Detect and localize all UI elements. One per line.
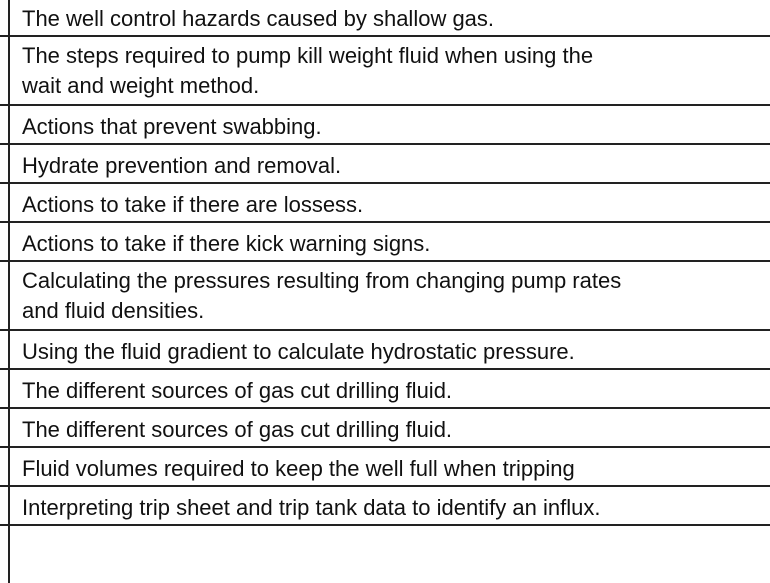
table-row xyxy=(0,0,770,37)
table-row xyxy=(0,409,770,448)
row-text: Calculating the pressures resulting from changing pump rates xyxy=(22,268,622,293)
row-text: The different sources of gas cut drilling fluid. xyxy=(22,417,453,442)
row-text: The well control hazards caused by shallow gas. xyxy=(22,6,495,31)
row-text: Actions that prevent swabbing. xyxy=(22,114,322,139)
row-text: Actions to take if there are lossess. xyxy=(22,192,364,217)
table-row xyxy=(0,448,770,487)
table-row xyxy=(0,184,770,223)
table-row xyxy=(0,223,770,262)
row-text: The different sources of gas cut drilling fluid. xyxy=(22,378,453,403)
table-row xyxy=(0,106,770,145)
row-text: Hydrate prevention and removal. xyxy=(22,153,342,178)
table-row xyxy=(0,37,770,106)
table-row xyxy=(0,331,770,370)
row-text: Fluid volumes required to keep the well full when tripping xyxy=(22,456,575,481)
table-row xyxy=(0,262,770,331)
row-text: Interpreting trip sheet and trip tank data to identify an influx. xyxy=(22,495,601,520)
row-text: The steps required to pump kill weight fluid when using the xyxy=(22,43,594,68)
row-text: wait and weight method. xyxy=(22,73,260,98)
table-row xyxy=(0,145,770,184)
row-text: Using the fluid gradient to calculate hydrostatic pressure. xyxy=(22,339,575,364)
row-text: and fluid densities. xyxy=(22,298,205,323)
table-row xyxy=(0,487,770,526)
table-row xyxy=(0,370,770,409)
row-text: Actions to take if there kick warning signs. xyxy=(22,231,431,256)
